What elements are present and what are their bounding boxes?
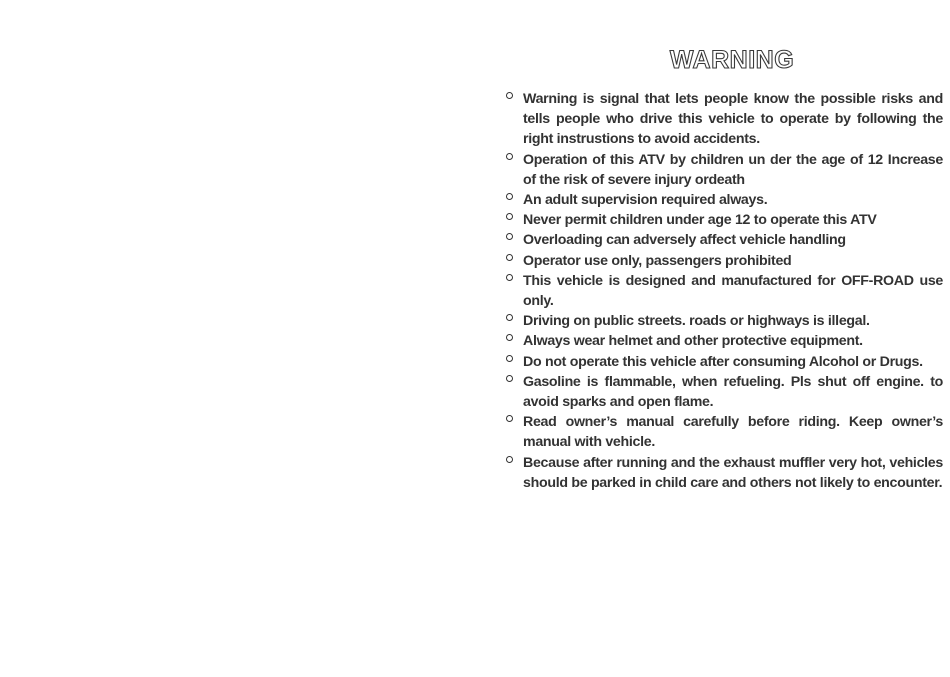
warning-item: [503, 190, 943, 210]
bullet-icon: [506, 213, 513, 220]
warning-item: [503, 453, 943, 493]
warning-item-text: An adult supervision required always.: [523, 192, 768, 209]
warning-item-text: Because after running and the exhaust muffler very hot, vehicles should be parked in child care and others not likely to encounter.: [523, 454, 943, 491]
warning-item: [503, 210, 943, 230]
bullet-icon: [506, 274, 513, 281]
warning-item-text: Operation of this ATV by children un der the age of 12 Increase of the risk of severe injury ordeath: [523, 151, 943, 188]
warning-item: [503, 352, 943, 372]
bullet-icon: [506, 334, 513, 341]
warning-item-text: This vehicle is designed and manufactured for OFF-ROAD use only.: [523, 272, 943, 310]
bullet-icon: [506, 153, 513, 160]
warning-item: [503, 372, 943, 412]
bullet-icon: [506, 456, 513, 463]
warning-item: [503, 251, 943, 271]
warning-item: [503, 412, 943, 452]
warning-item-text: Warning is signal that lets people know the possible risks and tells people who drive this vehicle to operate by following the right instrustions to avoid accidents.: [523, 91, 943, 148]
warning-list: [503, 89, 943, 493]
warning-item: [503, 230, 943, 250]
warning-item: [503, 331, 943, 351]
bullet-icon: [506, 254, 513, 261]
warning-item-text: Always wear helmet and other protective equipment.: [523, 333, 863, 350]
warning-item-text: Gasoline is flammable, when refueling. Pls shut off engine. to avoid sparks and open flame.: [523, 373, 943, 411]
warning-panel: [503, 44, 943, 493]
warning-item-text: Read owner’s manual carefully before riding. Keep owner’s manual with vehicle.: [523, 414, 943, 451]
bullet-icon: [506, 92, 513, 99]
warning-item: [503, 89, 943, 150]
bullet-icon: [506, 355, 513, 362]
bullet-icon: [506, 375, 513, 382]
warning-item-text: Operator use only, passengers prohibited: [523, 252, 792, 269]
warning-item-text: Never permit children under age 12 to operate this ATV: [523, 212, 877, 229]
bullet-icon: [506, 233, 513, 240]
bullet-icon: [506, 415, 513, 422]
warning-item-text: Driving on public streets. roads or highways is illegal.: [523, 313, 870, 330]
warning-item-text: Overloading can adversely affect vehicle handling: [523, 232, 846, 249]
warning-item-text: Do not operate this vehicle after consuming Alcohol or Drugs.: [523, 353, 923, 370]
bullet-icon: [506, 314, 513, 321]
warning-title: WARNING: [669, 46, 795, 74]
warning-item: [503, 150, 943, 190]
warning-item: [503, 271, 943, 311]
warning-item: [503, 311, 943, 331]
bullet-icon: [506, 193, 513, 200]
